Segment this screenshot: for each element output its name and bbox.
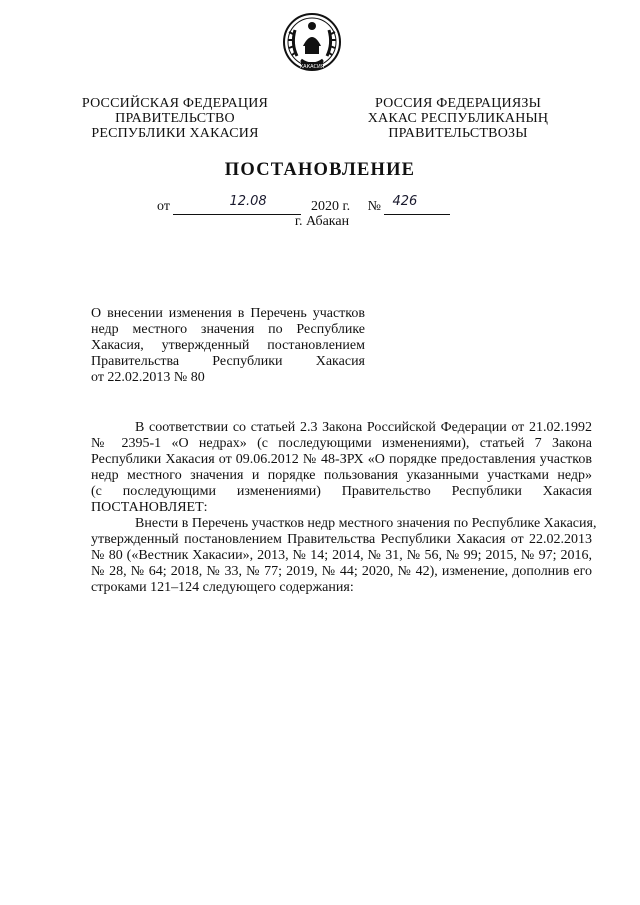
subject-line: от 22.02.2013 № 80 [91, 370, 205, 385]
number-sign: № [367, 199, 381, 214]
handwritten-date: 12.08 [229, 194, 267, 209]
paragraph-line: недр местного значения и порядке пользования указанными участками недр» [91, 468, 592, 483]
body-text [91, 420, 597, 596]
subject-line: Хакасия, утвержденный постановлением [91, 338, 365, 353]
paragraph-line: Республики Хакасия от 09.06.2012 № 48-ЗРХ «О порядке предоставления участков [91, 452, 592, 467]
paragraph-line: Внести в Перечень участков недр местного значения по Республике Хакасия, [135, 516, 597, 531]
subject-line: О внесении изменения в Перечень участков [91, 306, 365, 321]
year-label: 2020 г. [310, 199, 351, 214]
header-right-line: ПРАВИТЕЛЬСТВОЗЫ [388, 126, 528, 141]
city-name: г. Абакан [294, 214, 350, 229]
number-field [384, 194, 450, 215]
paragraph-line: (с последующими изменениями) Правительство Республики Хакасия [91, 484, 592, 499]
svg-text:ХАКАСИЯ: ХАКАСИЯ [299, 64, 325, 70]
header-right [348, 96, 568, 141]
header-left-line: ПРАВИТЕЛЬСТВО [115, 111, 235, 126]
paragraph-line: В соответствии со статьей 2.3 Закона Российской Федерации от 21.02.1992 [135, 420, 592, 435]
paragraph-line: утвержденный постановлением Правительства Республики Хакасия от 22.02.2013 [91, 532, 592, 547]
paragraph-line: № 28, № 64; 2018, № 33, № 77; 2019, № 44; 2020, № 42), изменение, дополнив его [91, 564, 592, 579]
handwritten-number: 426 [392, 194, 418, 209]
coat-of-arms-emblem [281, 10, 343, 76]
city-line [0, 214, 640, 230]
header-right-line: РОССИЯ ФЕДЕРАЦИЯЗЫ [374, 96, 542, 111]
header-left [72, 96, 278, 141]
paragraph-line: № 80 («Вестник Хакасии», 2013, № 14; 2014, № 31, № 56, № 99; 2015, № 97; 2016, [91, 548, 592, 563]
paragraph-line: № 2395-1 «О недрах» (с последующими изменениями), статьей 7 Закона [91, 436, 592, 451]
paragraph-line: ПОСТАНОВЛЯЕТ: [91, 500, 208, 515]
date-field [173, 194, 301, 215]
date-number-line [157, 194, 450, 215]
subject-line: Правительства Республики Хакасия [91, 354, 365, 369]
subject-block [91, 306, 365, 386]
date-prefix: от [157, 199, 170, 214]
header-left-line: РОССИЙСКАЯ ФЕДЕРАЦИЯ [81, 96, 269, 111]
subject-line: недр местного значения по Республике [91, 322, 365, 337]
paragraph-line: строками 121–124 следующего содержания: [91, 580, 354, 595]
header-right-line: ХАКАС РЕСПУБЛИКАНЫҢ [367, 111, 549, 126]
header-left-line: РЕСПУБЛИКИ ХАКАСИЯ [91, 126, 259, 141]
document-type-title: ПОСТАНОВЛЕНИЕ [224, 160, 416, 180]
